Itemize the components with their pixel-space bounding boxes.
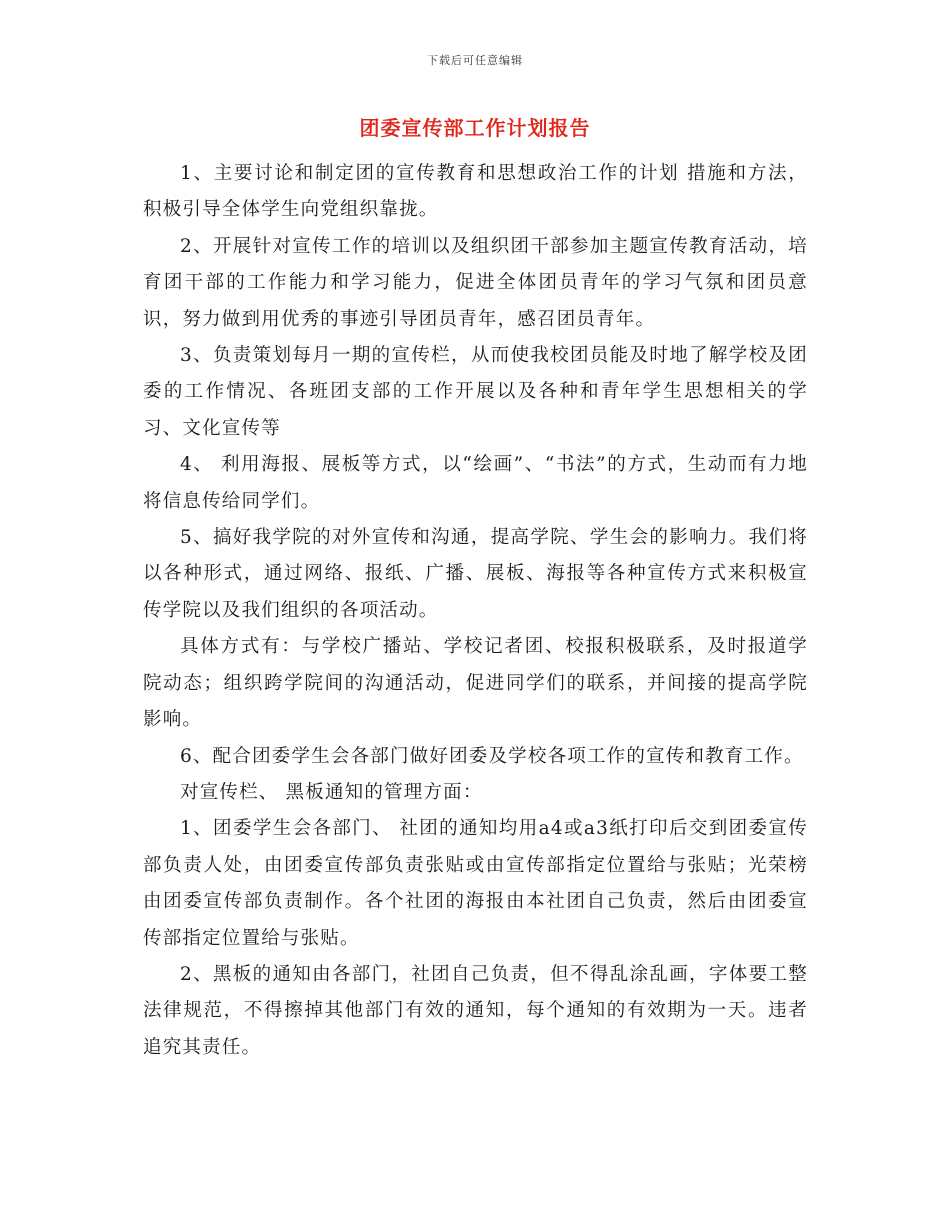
paragraph-4: 4、 利用海报、展板等方式，以“绘画”、“书法”的方式，生动而有力地将信息传给同学们。 [143,454,808,512]
document-body [143,156,808,1066]
header-note: 下载后可任意编辑 [427,54,523,67]
document-title: 团委宣传部工作计划报告 [359,116,591,140]
paragraph-3: 3、负责策划每月一期的宣传栏，从而使我校团员能及时地了解学校及团委的工作情况、各班团支部的工作开展以及各种和青年学生思想相关的学习、文化宣传等 [143,345,808,439]
paragraph-5: 5、搞好我学院的对外宣传和沟通，提高学院、学生会的影响力。我们将以各种形式，通过网络、报纸、广播、展板、海报等各种宣传方式来积极宣传学院以及我们组织的各项活动。 [143,527,808,621]
paragraph-7: 6、配合团委学生会各部门做好团委及学校各项工作的宣传和教育工作。 [180,745,804,767]
paragraph-10: 2、黑板的通知由各部门，社团自己负责，但不得乱涂乱画，字体要工整法律规范，不得擦掉其他部门有效的通知，每个通知的有效期为一天。违者追究其责任。 [143,963,808,1058]
paragraph-6: 具体方式有：与学校广播站、学校记者团、校报积极联系，及时报道学院动态；组织跨学院间的沟通活动，促进同学们的联系，并间接的提高学院影响。 [143,636,808,731]
paragraph-9: 1、团委学生会各部门、 社团的通知均用a4或a3纸打印后交到团委宣传部负责人处，由团委宣传部负责张贴或由宣传部指定位置给与张贴；光荣榜由团委宣传部负责制作。各个社团的海报由本社团自己负责，然后由团委宣传部指定位置给与张贴。 [143,818,808,949]
paragraph-8: 对宣传栏、 黑板通知的管理方面： [180,781,483,803]
paragraph-2: 2、开展针对宣传工作的培训以及组织团干部参加主题宣传教育活动，培育团干部的工作能力和学习能力，促进全体团员青年的学习气氛和团员意识，努力做到用优秀的事迹引导团员青年，感召团员青年。 [143,235,808,330]
paragraph-1: 1、主要讨论和制定团的宣传教育和思想政治工作的计划 措施和方法，积极引导全体学生向党组织靠拢。 [143,163,808,221]
